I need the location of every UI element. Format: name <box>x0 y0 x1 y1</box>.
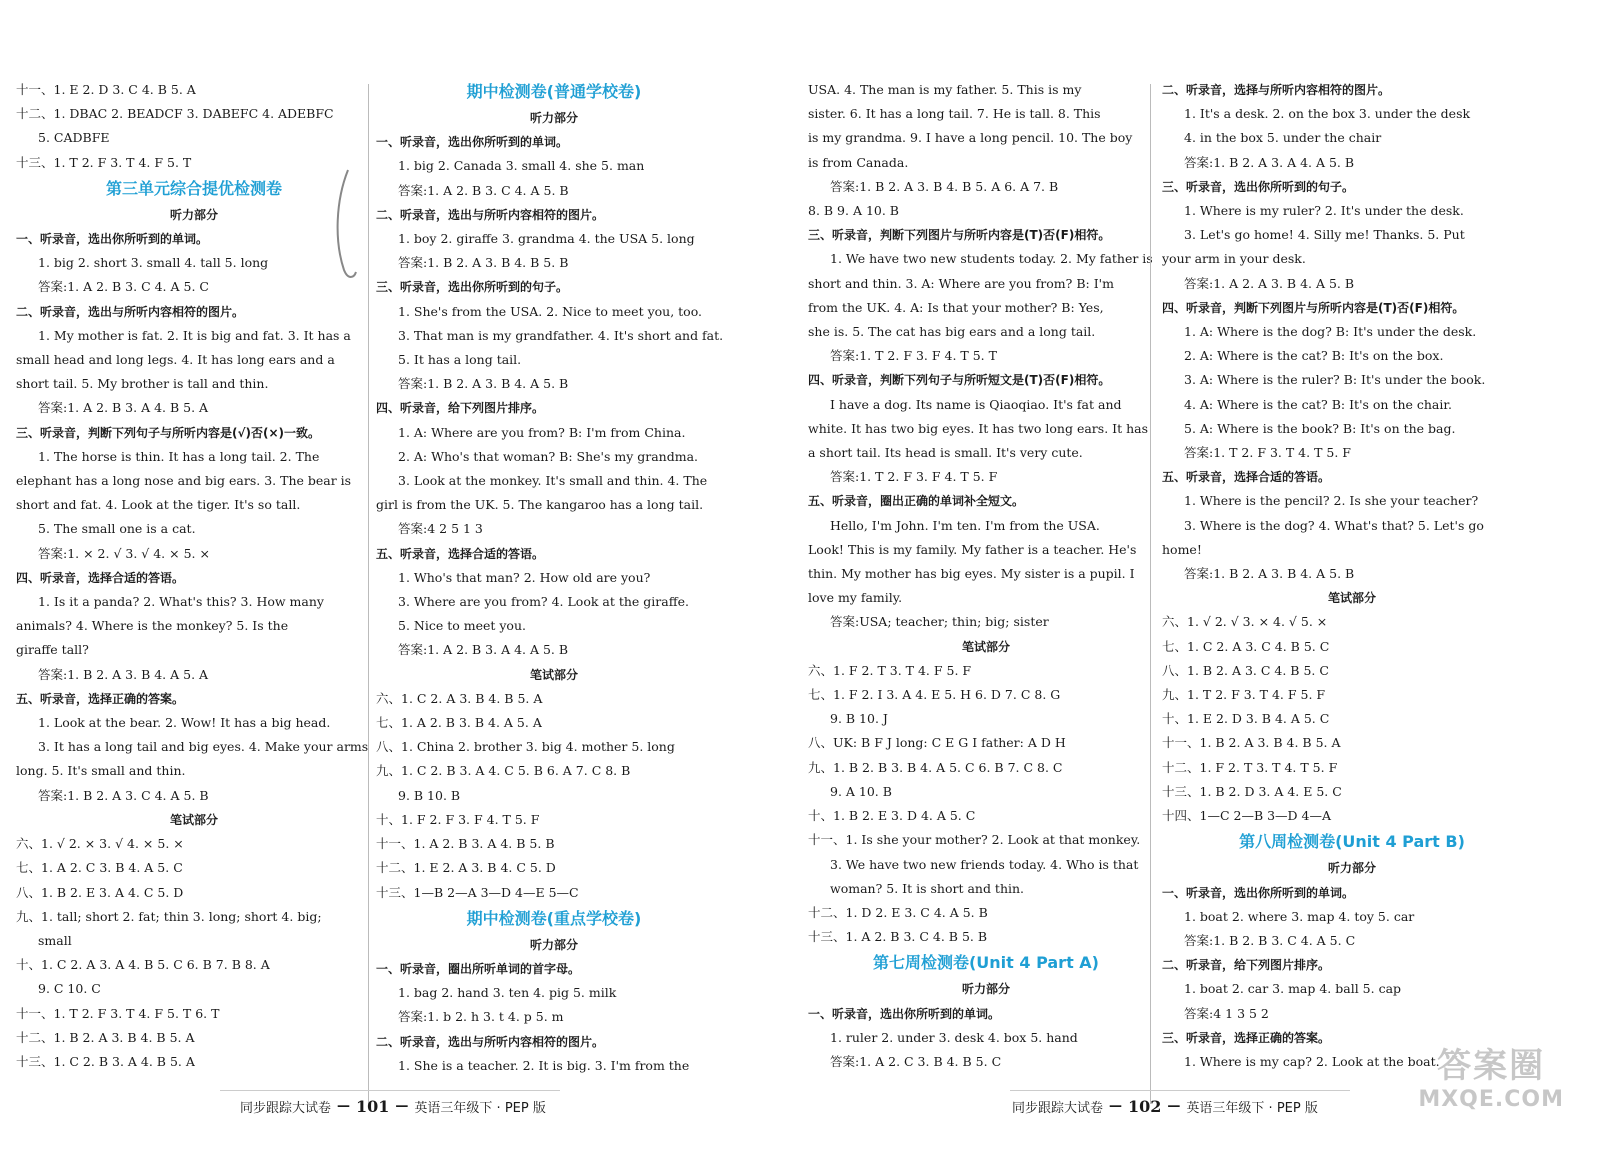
section-heading: 笔试部分 <box>169 812 218 827</box>
section-heading: 笔试部分 <box>529 667 578 682</box>
answer-line: 9. B 10. J <box>830 711 888 727</box>
answer-line: 1. It's a desk. 2. on the box 3. under the desk <box>1184 106 1471 122</box>
answer-line: 1. The horse is thin. It has a long tail. 2. The <box>38 448 320 464</box>
answer-line: 答案:1. B 2. A 3. B 4. B 5. A 6. A 7. B <box>830 178 1059 194</box>
answer-line: 答案:1. B 2. A 3. B 4. B 5. B <box>398 255 569 271</box>
answer-line: Look! This is my family. My father is a teacher. He's <box>808 541 1137 557</box>
answer-line: 1. Who's that man? 2. How old are you? <box>398 569 651 585</box>
answer-line: 1. A: Where is the dog? B: It's under the desk. <box>1184 324 1477 340</box>
footer-left: 同步跟踪大试卷 — 101 — 英语三年级下 · PEP 版 <box>240 1097 546 1116</box>
answer-column-2 <box>376 78 732 1078</box>
answer-line: 十一、1. E 2. D 3. C 4. B 5. A <box>16 82 196 97</box>
answer-line: 答案:1. A 2. C 3. B 4. B 5. C <box>830 1053 1002 1069</box>
answer-line: 1. Where is my ruler? 2. It's under the desk. <box>1184 203 1464 219</box>
question-heading: 二、听录音，选出与所听内容相符的图片。 <box>376 1034 605 1049</box>
answer-line: 十一、1. B 2. A 3. B 4. B 5. A <box>1162 735 1341 751</box>
section-heading: 听力部分 <box>1327 861 1376 876</box>
question-heading: 一、听录音，选出你所听到的单词。 <box>16 232 209 247</box>
answer-line: 七、1. C 2. A 3. C 4. B 5. C <box>1162 638 1330 654</box>
answer-line: 8. B 9. A 10. B <box>808 203 899 219</box>
page-number: 101 <box>356 1097 390 1116</box>
answer-line: 十、1. F 2. F 3. F 4. T 5. F <box>376 811 540 827</box>
question-heading: 二、听录音，选择与所听内容相符的图片。 <box>1162 83 1391 97</box>
answer-line: 七、1. A 2. B 3. B 4. A 5. A <box>376 715 542 731</box>
answer-line: 4. A: Where is the cat? B: It's on the chair. <box>1184 396 1452 412</box>
question-heading: 五、听录音，选择正确的答案。 <box>16 691 185 706</box>
answer-line: she is. 5. The cat has big ears and a long tail. <box>808 324 1096 340</box>
answer-line: 十、1. E 2. D 3. B 4. A 5. C <box>1162 711 1330 727</box>
answer-line: 十三、1. B 2. D 3. A 4. E 5. C <box>1162 783 1342 799</box>
footer-subject: 英语三年级下 · PEP 版 <box>414 1101 546 1116</box>
pen-scribble-mark <box>330 160 360 300</box>
answer-line: 答案:1. B 2. A 3. C 4. A 5. B <box>38 787 209 803</box>
answer-line: 3. Look at the monkey. It's small and thin. 4. The <box>398 473 708 489</box>
answer-column-4 <box>1162 78 1542 1074</box>
answer-line: 八、1. B 2. A 3. C 4. B 5. C <box>1162 662 1329 678</box>
answer-line: 十一、1. Is she your mother? 2. Look at that monkey. <box>808 832 1141 848</box>
answer-line: 4. in the box 5. under the chair <box>1184 130 1382 146</box>
answer-line: 答案:1. B 2. A 3. B 4. A 5. B <box>398 376 569 392</box>
answer-line: 1. boy 2. giraffe 3. grandma 4. the USA 5. long <box>398 231 695 247</box>
answer-line: 答案:1. b 2. h 3. t 4. p 5. m <box>398 1009 564 1025</box>
answer-line: 十二、1. F 2. T 3. T 4. T 5. F <box>1162 759 1338 775</box>
answer-line: 1. She is a teacher. 2. It is big. 3. I'm from the <box>398 1057 690 1073</box>
answer-line: 答案:1. T 2. F 3. T 4. T 5. F <box>1184 445 1351 461</box>
answer-line: 3. It has a long tail and big eyes. 4. Make your arms <box>38 739 369 755</box>
question-heading: 三、听录音，选出你所听到的句子。 <box>1162 179 1355 194</box>
footer-book-title: 同步跟踪大试卷 <box>240 1101 332 1116</box>
answer-line: 3. Where are you from? 4. Look at the giraffe. <box>398 594 689 610</box>
question-heading: 五、听录音，选择合适的答语。 <box>376 546 545 561</box>
question-heading: 一、听录音，圈出所听单词的首字母。 <box>376 961 581 976</box>
answer-line: 十、1. C 2. A 3. A 4. B 5. C 6. B 7. B 8. A <box>16 957 270 973</box>
answer-line: 5. The small one is a cat. <box>38 521 196 537</box>
answer-line: 十三、1. C 2. B 3. A 4. B 5. A <box>16 1053 195 1069</box>
question-heading: 三、听录音，判断下列图片与所听内容是(T)否(F)相符。 <box>808 228 1111 243</box>
column-divider <box>368 84 369 1104</box>
answer-line: small head and long legs. 4. It has long ears and a <box>16 352 335 368</box>
answer-line: 1. Look at the bear. 2. Wow! It has a big head. <box>38 715 331 731</box>
answer-line: 答案:1. × 2. √ 3. √ 4. × 5. × <box>38 545 210 561</box>
answer-line: 5. Nice to meet you. <box>398 618 526 634</box>
answer-line: 答案:1. T 2. F 3. F 4. T 5. F <box>830 469 998 485</box>
footer-rule <box>1010 1090 1350 1091</box>
answer-line: a short tail. Its head is small. It's very cute. <box>808 445 1083 461</box>
answer-line: 5. CADBFE <box>38 130 110 146</box>
answer-line: woman? 5. It is short and thin. <box>830 880 1025 896</box>
answer-line: 十一、1. T 2. F 3. T 4. F 5. T 6. T <box>16 1005 220 1021</box>
answer-line: 八、1. China 2. brother 3. big 4. mother 5. long <box>376 739 675 755</box>
answer-line: 答案:4 1 3 5 2 <box>1184 1005 1269 1021</box>
answer-line: 十二、1. B 2. A 3. B 4. B 5. A <box>16 1029 195 1045</box>
watermark <box>1418 1038 1564 1112</box>
answer-line: 1. bag 2. hand 3. ten 4. pig 5. milk <box>398 985 617 1001</box>
footer-rule <box>220 1090 560 1091</box>
answer-line: 答案:USA; teacher; thin; big; sister <box>830 614 1049 630</box>
question-heading: 四、听录音，判断下列句子与所听短文是(T)否(F)相符。 <box>808 373 1111 388</box>
answer-line: 3. That man is my grandfather. 4. It's short and fat. <box>398 327 724 343</box>
answer-line: 1. boat 2. where 3. map 4. toy 5. car <box>1184 908 1415 924</box>
footer-right: 同步跟踪大试卷 — 102 — 英语三年级下 · PEP 版 <box>1012 1097 1318 1116</box>
answer-line: home! <box>1162 541 1202 557</box>
answer-line: 十四、1—C 2—B 3—D 4—A <box>1162 808 1332 824</box>
answer-line: 十三、1—B 2—A 3—D 4—E 5—C <box>376 884 579 900</box>
question-heading: 一、听录音，选出你所听到的单词。 <box>376 135 569 150</box>
answer-line: 八、UK: B F J long: C E G I father: A D H <box>808 735 1066 751</box>
answer-line: 5. A: Where is the book? B: It's on the bag. <box>1184 420 1456 436</box>
section-heading: 听力部分 <box>169 207 218 222</box>
answer-line: 答案:1. B 2. B 3. C 4. A 5. C <box>1184 932 1356 948</box>
answer-line: 十二、1. DBAC 2. BEADCF 3. DABEFC 4. ADEBFC <box>16 106 334 122</box>
answer-line: 1. big 2. Canada 3. small 4. she 5. man <box>398 158 645 174</box>
answer-line: 六、1. F 2. T 3. T 4. F 5. F <box>808 662 972 678</box>
section-heading: 听力部分 <box>529 111 578 125</box>
answer-line: 九、1. tall; short 2. fat; thin 3. long; short 4. big; <box>16 908 322 924</box>
answer-line: 十、1. B 2. E 3. D 4. A 5. C <box>808 808 976 824</box>
question-heading: 三、听录音，判断下列句子与所听内容是(√)否(×)一致。 <box>16 425 320 440</box>
answer-line: 答案:1. B 2. A 3. B 4. A 5. B <box>1184 566 1355 582</box>
answer-column-1 <box>16 78 372 1074</box>
question-heading: 五、听录音，圈出正确的单词补全短文。 <box>808 494 1025 509</box>
section-heading: 听力部分 <box>961 982 1010 997</box>
page-number: 102 <box>1128 1097 1162 1116</box>
answer-line: 3. Where is the dog? 4. What's that? 5. Let's go <box>1184 517 1484 533</box>
answer-line: 十三、1. T 2. F 3. T 4. F 5. T <box>16 154 192 170</box>
question-heading: 三、听录音，选择正确的答案。 <box>1162 1030 1331 1045</box>
footer-book-title: 同步跟踪大试卷 <box>1012 1101 1104 1116</box>
answer-line: 1. ruler 2. under 3. desk 4. box 5. hand <box>830 1029 1078 1045</box>
answer-line: short and fat. 4. Look at the tiger. It's so tall. <box>16 497 301 513</box>
question-heading: 二、听录音，选出与所听内容相符的图片。 <box>376 207 605 222</box>
answer-line: USA. 4. The man is my father. 5. This is my <box>808 82 1082 97</box>
section-heading: 笔试部分 <box>1327 591 1376 606</box>
answer-line: 9. A 10. B <box>830 783 892 799</box>
answer-line: white. It has two big eyes. It has two long ears. It has <box>808 420 1148 436</box>
answer-line: 七、1. F 2. I 3. A 4. E 5. H 6. D 7. C 8. G <box>808 687 1061 703</box>
answer-line: 十二、1. D 2. E 3. C 4. A 5. B <box>808 904 988 920</box>
answer-line: long. 5. It's small and thin. <box>16 763 186 779</box>
answer-line: 九、1. T 2. F 3. T 4. F 5. F <box>1162 687 1326 703</box>
section-heading: 笔试部分 <box>961 639 1010 654</box>
answer-line: 答案:1. A 2. A 3. B 4. A 5. B <box>1184 275 1355 291</box>
question-heading: 一、听录音，选出你所听到的单词。 <box>808 1006 1001 1021</box>
answer-line: 1. We have two new students today. 2. My father is <box>830 251 1153 267</box>
question-heading: 一、听录音，选出你所听到的单词。 <box>1162 885 1355 900</box>
answer-line: 2. A: Who's that woman? B: She's my grandma. <box>398 448 698 464</box>
answer-line: 六、1. C 2. A 3. B 4. B 5. A <box>376 690 543 706</box>
answer-line: 九、1. B 2. B 3. B 4. A 5. C 6. B 7. C 8. C <box>808 759 1063 775</box>
question-heading: 四、听录音，给下列图片排序。 <box>376 401 545 416</box>
answer-line: 九、1. C 2. B 3. A 4. C 5. B 6. A 7. C 8. B <box>376 763 631 779</box>
answer-line: 答案:1. T 2. F 3. F 4. T 5. T <box>830 348 997 364</box>
question-heading: 二、听录音，给下列图片排序。 <box>1162 958 1331 973</box>
answer-line: 答案:1. A 2. B 3. A 4. A 5. B <box>398 642 569 658</box>
answer-line: thin. My mother has big eyes. My sister is a pupil. I <box>808 566 1135 582</box>
answer-line: 答案:1. B 2. A 3. B 4. A 5. A <box>38 666 209 682</box>
answer-line: 十三、1. A 2. B 3. C 4. B 5. B <box>808 929 988 945</box>
answer-line: 十二、1. E 2. A 3. B 4. C 5. D <box>376 860 556 876</box>
answer-line: from the UK. 4. A: Is that your mother? B: Yes, <box>808 299 1104 315</box>
answer-line: 十一、1. A 2. B 3. A 4. B 5. B <box>376 836 555 852</box>
answer-line: I have a dog. Its name is Qiaoqiao. It's fat and <box>830 396 1122 412</box>
answer-line: short and thin. 3. A: Where are you from? B: I'm <box>808 275 1114 291</box>
test-title: 期中检测卷(普通学校卷) <box>466 82 642 101</box>
section-heading: 听力部分 <box>529 937 578 952</box>
test-title: 第三单元综合提优检测卷 <box>105 178 282 198</box>
answer-line: elephant has a long nose and big ears. 3. The bear is <box>16 473 352 489</box>
answer-line: 答案:1. A 2. B 3. A 4. B 5. A <box>38 400 209 416</box>
answer-line: short tail. 5. My brother is tall and thin. <box>16 376 269 392</box>
question-heading: 二、听录音，选出与所听内容相符的图片。 <box>16 304 245 319</box>
question-heading: 四、听录音，选择合适的答语。 <box>16 570 185 585</box>
test-title: 第八周检测卷(Unit 4 Part B) <box>1239 832 1465 852</box>
answer-line: 3. A: Where is the ruler? B: It's under the book. <box>1184 372 1486 388</box>
answer-line: 5. It has a long tail. <box>398 352 522 368</box>
question-heading: 四、听录音，判断下列图片与所听内容是(T)否(F)相符。 <box>1162 300 1465 315</box>
footer-subject: 英语三年级下 · PEP 版 <box>1186 1101 1318 1116</box>
answer-line: 七、1. A 2. C 3. B 4. A 5. C <box>16 860 183 876</box>
answer-line: Hello, I'm John. I'm ten. I'm from the USA. <box>830 517 1100 533</box>
answer-line: 答案:1. B 2. A 3. A 4. A 5. B <box>1184 154 1355 170</box>
answer-line: is from Canada. <box>808 154 909 170</box>
answer-line: 1. Where is my cap? 2. Look at the boat. <box>1184 1053 1440 1069</box>
answer-line: 3. We have two new friends today. 4. Who is that <box>830 856 1139 872</box>
answer-line: 1. A: Where are you from? B: I'm from China. <box>398 424 686 440</box>
question-heading: 五、听录音，选择合适的答语。 <box>1162 470 1331 485</box>
answer-line: your arm in your desk. <box>1162 251 1306 267</box>
answer-line: is my grandma. 9. I have a long pencil. 10. The boy <box>808 130 1133 146</box>
answer-line: 3. Let's go home! 4. Silly me! Thanks. 5. Put <box>1184 227 1465 243</box>
watermark-url: MXQE.COM <box>1418 1087 1564 1112</box>
answer-line: 1. big 2. short 3. small 4. tall 5. long <box>38 255 269 271</box>
answer-line: giraffe tall? <box>16 642 89 658</box>
answer-line: love my family. <box>808 590 903 606</box>
question-heading: 三、听录音，选出你所听到的句子。 <box>376 280 569 295</box>
answer-line: 八、1. B 2. E 3. A 4. C 5. D <box>16 884 184 900</box>
answer-line: 答案:4 2 5 1 3 <box>398 521 483 537</box>
answer-line: 9. B 10. B <box>398 787 461 803</box>
answer-line: animals? 4. Where is the monkey? 5. Is the <box>16 618 289 634</box>
answer-line: 1. boat 2. car 3. map 4. ball 5. cap <box>1184 981 1402 997</box>
answer-line: 9. C 10. C <box>38 981 101 997</box>
answer-line: 六、1. √ 2. × 3. √ 4. × 5. × <box>16 836 184 852</box>
answer-line: sister. 6. It has a long tail. 7. He is tall. 8. This <box>808 106 1101 122</box>
test-title: 第七周检测卷(Unit 4 Part A) <box>872 953 1099 973</box>
answer-line: girl is from the UK. 5. The kangaroo has a long tail. <box>376 497 704 513</box>
answer-line: 1. My mother is fat. 2. It is big and fat. 3. It has a <box>38 327 351 343</box>
answer-line: 1. Is it a panda? 2. What's this? 3. How many <box>38 594 324 610</box>
answer-line: 1. She's from the USA. 2. Nice to meet you, too. <box>398 303 702 319</box>
column-divider <box>1150 84 1151 1104</box>
test-title: 期中检测卷(重点学校卷) <box>466 908 642 928</box>
answer-line: 2. A: Where is the cat? B: It's on the box. <box>1184 348 1444 364</box>
answer-line: 六、1. √ 2. √ 3. × 4. √ 5. × <box>1162 614 1328 630</box>
watermark-logo-text: 答案圈 <box>1437 1046 1546 1086</box>
answer-line: 1. Where is the pencil? 2. Is she your teacher? <box>1184 493 1479 509</box>
answer-line: 答案:1. A 2. B 3. C 4. A 5. C <box>38 279 209 295</box>
answer-line: small <box>38 932 72 948</box>
answer-column-3 <box>808 78 1164 1074</box>
answer-line: 答案:1. A 2. B 3. C 4. A 5. B <box>398 182 569 198</box>
